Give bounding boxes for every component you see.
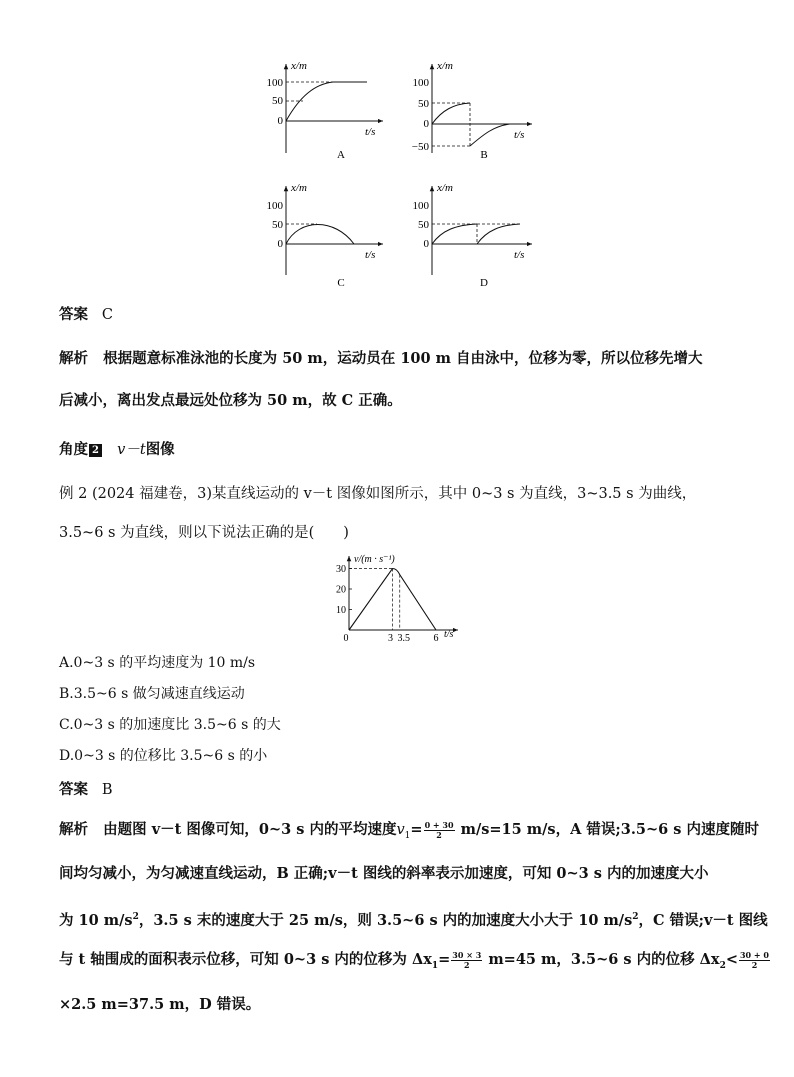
fraction: $\frac{0 + 30}{2}$ <box>424 819 454 840</box>
vt-chart <box>330 550 465 642</box>
explanation-2-line-5: ×2.5 m=37.5 m，D 错误。 <box>59 996 261 1013</box>
y-tick-label: 10 <box>336 605 346 616</box>
x-tick-label: 3.5 <box>397 633 410 642</box>
explanation-1-line-1: 解析 根据题意标准泳池的长度为 50 m，运动员在 100 m 自由泳中，位移为零，所以位移先增大 <box>59 350 703 367</box>
explanation-1-line-2: 后减小，离出发点最远处位移为 50 m，故 C 正确。 <box>59 392 402 409</box>
y-tick-label: 30 <box>336 564 346 575</box>
answer-value: B <box>101 782 113 798</box>
answer-1 <box>59 305 113 325</box>
explanation-2-line-4: 与 t 轴围成的面积表示位移，可知 0~3 s 内的位移为 $\Delta x_1=$ $\frac{30 \times 3}{2}$ m=45 m，3.5~6 s 内的位移 $\Delta x_2<$ $\frac{30 + 0}{2}$ <box>59 949 769 971</box>
curve <box>286 225 354 245</box>
x-tick-label: 3 <box>388 633 393 642</box>
option-d: D.0~3 s 的位移比 3.5~6 s 的小 <box>59 748 268 764</box>
question-2-line-1: 例 2 (2024 福建卷，3)某直线运动的 v－t 图像如图所示，其中 0~3 s 为直线，3~3.5 s 为曲线， <box>59 486 697 502</box>
t-axis-label: t/s <box>365 126 376 138</box>
x-axis-label: x/m <box>437 182 453 194</box>
y-tick-label: 20 <box>336 584 346 596</box>
answer-value: C <box>101 307 113 323</box>
x-axis-label: x/m <box>291 60 307 72</box>
option-a: A.0~3 s 的平均速度为 10 m/s <box>59 655 256 671</box>
tick-100: 100 <box>412 200 429 212</box>
fraction: $\frac{30 + 0}{2}$ <box>739 949 769 970</box>
curve <box>286 82 367 121</box>
tick-100: 100 <box>412 77 429 89</box>
x-axis-label: x/m <box>291 182 307 194</box>
graph-b <box>398 58 538 163</box>
tick-0: 0 <box>277 115 283 127</box>
x-axis-label: t/s <box>444 629 454 640</box>
option-b: B.3.5~6 s 做匀减速直线运动 <box>59 686 245 702</box>
tick-100: 100 <box>266 200 283 212</box>
explanation-2-line-2: 间均匀减小，为匀减速直线运动，B 正确;v－t 图线的斜率表示加速度，可知 0~3 s 内的加速度大小 <box>59 865 709 882</box>
fraction: $\frac{30 \times 3}{2}$ <box>452 949 482 970</box>
caption: C <box>337 277 345 289</box>
question-2-line-2: 3.5~6 s 为直线，则以下说法正确的是( ) <box>59 525 349 541</box>
tick-50: 50 <box>272 219 283 231</box>
option-c: C.0~3 s 的加速度比 3.5~6 s 的大 <box>59 717 281 733</box>
x-axis-label: x/m <box>437 60 453 72</box>
graph-c <box>255 180 385 290</box>
t-axis-label: t/s <box>514 249 525 261</box>
tick-50: 50 <box>272 95 283 107</box>
x-tick-label: 0 <box>343 633 349 642</box>
explanation-2-line-1: 解析 由题图 v－t 图像可知，0~3 s 内的平均速度$v_1=$ $\frac{0 + 30}{2}$ m/s=15 m/s，A 错误;3.5~6 s 内速度随时 <box>59 819 759 841</box>
t-axis-label: t/s <box>365 249 376 261</box>
graph-a <box>255 58 385 163</box>
section-heading: 角度 2 v－t图像 <box>59 441 175 458</box>
answer-label: 答案 <box>59 306 88 323</box>
caption: D <box>480 277 488 289</box>
tick-0: 0 <box>423 238 429 250</box>
x-tick-label: 6 <box>433 633 439 642</box>
caption: B <box>480 149 488 161</box>
answer-2 <box>59 780 112 800</box>
t-axis-label: t/s <box>514 129 525 141</box>
section-number-badge: 2 <box>89 444 102 457</box>
tick-minus-50: −50 <box>411 141 429 153</box>
tick-50: 50 <box>418 98 429 110</box>
tick-0: 0 <box>423 118 429 130</box>
y-axis-label: v/(m · s⁻¹) <box>354 554 395 565</box>
explanation-2-line-3: 为 10 $m/s^2$，3.5 s 末的速度大于 25 m/s，则 3.5~6 s 内的加速度大小大于 10 $m/s^2$，C 错误;v－t 图线 <box>59 911 768 929</box>
tick-50: 50 <box>418 219 429 231</box>
tick-0: 0 <box>277 238 283 250</box>
caption: A <box>337 149 345 161</box>
tick-100: 100 <box>266 77 283 89</box>
answer-label: 答案 <box>59 781 88 798</box>
graph-d <box>398 180 538 290</box>
